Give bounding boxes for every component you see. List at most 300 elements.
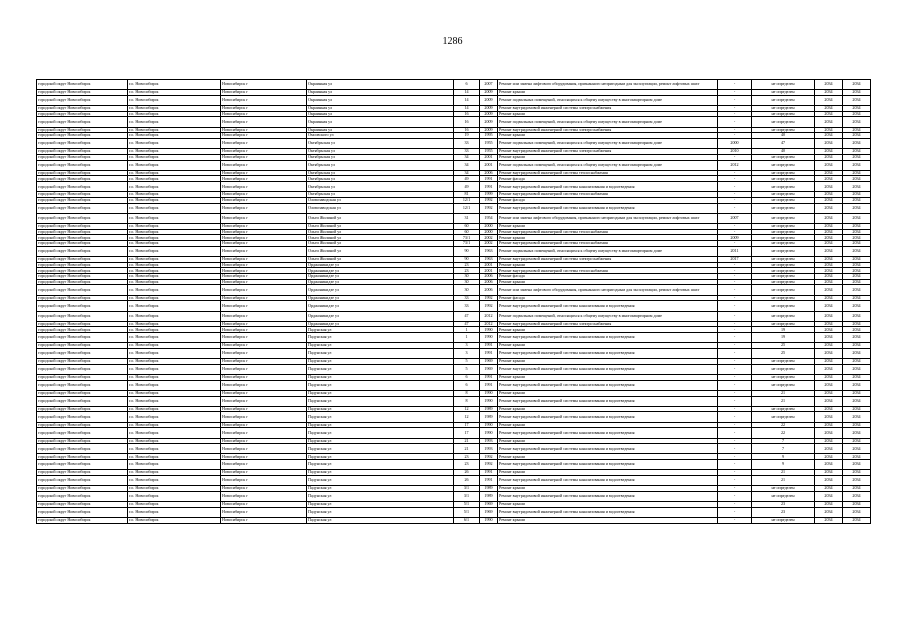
cell-city: Новосибирск г [221, 268, 307, 274]
cell-year: 1955 [480, 149, 498, 155]
cell-settlement-type: г.о. Новосибирск [128, 213, 221, 223]
cell-plan-period: не определен [752, 268, 815, 274]
cell-plan-period: 22 [752, 428, 815, 438]
cell-work-type: Ремонт внутридомовой инженерной системы теплоснабжения [498, 229, 718, 235]
cell-house: 16 [454, 111, 480, 117]
cell-city: Новосибирск г [221, 327, 307, 333]
cell-year: 1991 [480, 475, 498, 485]
cell-municipality: городской округ Новосибирск [37, 127, 128, 133]
cell-work-type: Ремонт внутридомовой инженерной системы электроснабжения [498, 321, 718, 327]
cell-municipality: городской округ Новосибирск [37, 241, 128, 247]
cell-period-from: 2034 [815, 444, 843, 454]
table-row [37, 507, 871, 517]
cell-settlement-type: г.о. Новосибирск [128, 95, 221, 105]
cell-house: 26 [454, 475, 480, 485]
cell-settlement-type: г.о. Новосибирск [128, 106, 221, 112]
cell-settlement-type: г.о. Новосибирск [128, 198, 221, 204]
cell-period-from: 2034 [815, 257, 843, 263]
cell-prev-year: - [718, 127, 752, 133]
cell-settlement-type: г.о. Новосибирск [128, 235, 221, 241]
cell-prev-year: 2012 [718, 160, 752, 170]
cell-settlement-type: г.о. Новосибирск [128, 176, 221, 182]
cell-period-from: 2034 [815, 95, 843, 105]
cell-work-type: Ремонт внутридомовой инженерной системы электроснабжения [498, 127, 718, 133]
cell-plan-period: не определен [752, 170, 815, 176]
cell-period-to: 2034 [843, 343, 871, 349]
cell-period-from: 2034 [815, 422, 843, 428]
cell-house: 5/1 [454, 507, 480, 517]
cell-settlement-type: г.о. Новосибирск [128, 375, 221, 381]
cell-settlement-type: г.о. Новосибирск [128, 406, 221, 412]
cell-period-from: 2034 [815, 241, 843, 247]
cell-prev-year: - [718, 295, 752, 301]
cell-period-to: 2034 [843, 176, 871, 182]
cell-settlement-type: г.о. Новосибирск [128, 257, 221, 263]
cell-house: 60 [454, 229, 480, 235]
cell-street: Октябрьская ул [307, 170, 454, 176]
cell-municipality: городской округ Новосибирск [37, 438, 128, 444]
cell-plan-period: не определен [752, 375, 815, 381]
cell-prev-year: 2007 [718, 213, 752, 223]
cell-house: 33 [454, 301, 480, 311]
table-row [37, 285, 871, 295]
cell-street: Орджоникидзе ул [307, 285, 454, 295]
cell-plan-period: не определен [752, 106, 815, 112]
cell-prev-year: - [718, 502, 752, 508]
cell-period-from: 2034 [815, 213, 843, 223]
cell-year: 2009 [480, 117, 498, 127]
cell-period-from: 2034 [815, 412, 843, 422]
cell-prev-year: 2000 [718, 139, 752, 149]
cell-house: 1 [454, 333, 480, 343]
cell-work-type: Ремонт внутридомовой инженерной системы канализования и водоотведения [498, 348, 718, 358]
cell-work-type: Ремонт крыши [498, 111, 718, 117]
cell-prev-year: - [718, 444, 752, 454]
cell-city: Новосибирск г [221, 295, 307, 301]
cell-municipality: городской округ Новосибирск [37, 343, 128, 349]
table-row [37, 428, 871, 438]
cell-plan-period: не определен [752, 213, 815, 223]
table-row [37, 333, 871, 343]
cell-year: 2001 [480, 268, 498, 274]
cell-city: Новосибирск г [221, 192, 307, 198]
cell-municipality: городской округ Новосибирск [37, 279, 128, 285]
cell-house: 14 [454, 106, 480, 112]
cell-house: 47 [454, 321, 480, 327]
cell-prev-year: - [718, 106, 752, 112]
cell-period-from: 2034 [815, 90, 843, 96]
cell-settlement-type: г.о. Новосибирск [128, 396, 221, 406]
cell-period-to: 2034 [843, 364, 871, 374]
cell-street: Орджоникидзе ул [307, 262, 454, 268]
cell-settlement-type: г.о. Новосибирск [128, 154, 221, 160]
cell-street: Падунская ул [307, 428, 454, 438]
cell-year: 2006 [480, 274, 498, 280]
cell-prev-year: - [718, 517, 752, 523]
cell-settlement-type: г.о. Новосибирск [128, 311, 221, 321]
cell-plan-period: не определен [752, 192, 815, 198]
cell-settlement-type: г.о. Новосибирск [128, 117, 221, 127]
cell-period-to: 2034 [843, 285, 871, 295]
cell-settlement-type: г.о. Новосибирск [128, 507, 221, 517]
cell-plan-period: не определен [752, 235, 815, 241]
cell-settlement-type: г.о. Новосибирск [128, 517, 221, 523]
cell-work-type: Ремонт или замена лифтового оборудования, признанного непригодным для эксплуатации, ремонт лифтовых шахт [498, 80, 718, 90]
cell-plan-period: не определен [752, 380, 815, 390]
cell-settlement-type: г.о. Новосибирск [128, 127, 221, 133]
cell-street: Окраинная ул [307, 117, 454, 127]
cell-prev-year: - [718, 396, 752, 406]
cell-city: Новосибирск г [221, 203, 307, 213]
cell-plan-period: не определен [752, 295, 815, 301]
cell-plan-period: не определен [752, 90, 815, 96]
cell-plan-period: не определен [752, 364, 815, 374]
cell-house: 90 [454, 246, 480, 256]
cell-city: Новосибирск г [221, 111, 307, 117]
cell-plan-period: не определен [752, 406, 815, 412]
cell-work-type: Ремонт крыши [498, 224, 718, 230]
cell-period-from: 2034 [815, 486, 843, 492]
cell-period-to: 2034 [843, 491, 871, 501]
cell-year: 1969 [480, 507, 498, 517]
cell-house: 3/1 [454, 491, 480, 501]
cell-year: 1991 [480, 343, 498, 349]
cell-settlement-type: г.о. Новосибирск [128, 438, 221, 444]
cell-period-to: 2034 [843, 268, 871, 274]
cell-period-from: 2034 [815, 428, 843, 438]
cell-period-from: 2034 [815, 198, 843, 204]
cell-period-to: 2034 [843, 438, 871, 444]
cell-house: 81 [454, 192, 480, 198]
cell-settlement-type: г.о. Новосибирск [128, 321, 221, 327]
cell-year: 1991 [480, 348, 498, 358]
cell-street: Октябрьская ул [307, 182, 454, 192]
cell-city: Новосибирск г [221, 348, 307, 358]
cell-plan-period: 19 [752, 333, 815, 343]
table-row [37, 460, 871, 470]
cell-prev-year: - [718, 348, 752, 358]
cell-prev-year: - [718, 343, 752, 349]
cell-period-to: 2034 [843, 412, 871, 422]
cell-street: Октябрьская ул [307, 192, 454, 198]
cell-city: Новосибирск г [221, 359, 307, 365]
cell-year: 1991 [480, 176, 498, 182]
cell-city: Новосибирск г [221, 274, 307, 280]
cell-work-type: Ремонт крыши [498, 133, 718, 139]
cell-settlement-type: г.о. Новосибирск [128, 460, 221, 470]
cell-plan-period: не определен [752, 198, 815, 204]
cell-settlement-type: г.о. Новосибирск [128, 192, 221, 198]
cell-municipality: городской округ Новосибирск [37, 507, 128, 517]
cell-year: 2006 [480, 285, 498, 295]
cell-year: 1990 [480, 517, 498, 523]
cell-work-type: Ремонт крыши [498, 154, 718, 160]
cell-period-to: 2034 [843, 192, 871, 198]
cell-period-to: 2034 [843, 262, 871, 268]
cell-street: Орджоникидзе ул [307, 301, 454, 311]
cell-prev-year: - [718, 154, 752, 160]
cell-period-from: 2034 [815, 279, 843, 285]
cell-settlement-type: г.о. Новосибирск [128, 380, 221, 390]
cell-street: Окраинная ул [307, 80, 454, 90]
cell-street: Орджоникидзе ул [307, 321, 454, 327]
table-row [37, 80, 871, 90]
cell-prev-year: - [718, 95, 752, 105]
cell-house: 6 [454, 375, 480, 381]
cell-city: Новосибирск г [221, 396, 307, 406]
cell-year: 1999 [480, 192, 498, 198]
cell-settlement-type: г.о. Новосибирск [128, 454, 221, 460]
cell-city: Новосибирск г [221, 390, 307, 396]
cell-street: Падунская ул [307, 348, 454, 358]
cell-house: 17 [454, 422, 480, 428]
cell-street: Ольги Жилиной ул [307, 246, 454, 256]
cell-plan-period: не определен [752, 491, 815, 501]
cell-street: Окраинная ул [307, 106, 454, 112]
cell-house: 3 [454, 348, 480, 358]
cell-period-from: 2034 [815, 507, 843, 517]
cell-settlement-type: г.о. Новосибирск [128, 327, 221, 333]
cell-street: Падунская ул [307, 359, 454, 365]
cell-plan-period: не определен [752, 262, 815, 268]
cell-year: 1963 [480, 246, 498, 256]
cell-municipality: городской округ Новосибирск [37, 160, 128, 170]
cell-street: Падунская ул [307, 444, 454, 454]
cell-work-type: Ремонт крыши [498, 262, 718, 268]
table-row [37, 412, 871, 422]
cell-prev-year: - [718, 90, 752, 96]
cell-year: 1991 [480, 380, 498, 390]
cell-year: 1992 [480, 454, 498, 460]
cell-municipality: городской округ Новосибирск [37, 502, 128, 508]
cell-work-type: Ремонт крыши [498, 90, 718, 96]
cell-prev-year: - [718, 364, 752, 374]
cell-city: Новосибирск г [221, 502, 307, 508]
cell-settlement-type: г.о. Новосибирск [128, 90, 221, 96]
cell-prev-year: - [718, 390, 752, 396]
cell-prev-year: - [718, 422, 752, 428]
cell-year: 1990 [480, 390, 498, 396]
cell-settlement-type: г.о. Новосибирск [128, 285, 221, 295]
cell-street: Оловозаводская ул [307, 198, 454, 204]
cell-period-from: 2034 [815, 364, 843, 374]
cell-period-to: 2034 [843, 95, 871, 105]
cell-plan-period: не определен [752, 160, 815, 170]
cell-period-to: 2034 [843, 507, 871, 517]
cell-period-to: 2034 [843, 470, 871, 476]
cell-house: 19 [454, 133, 480, 139]
cell-street: Падунская ул [307, 507, 454, 517]
cell-municipality: городской округ Новосибирск [37, 182, 128, 192]
cell-house: 73/1 [454, 235, 480, 241]
cell-work-type: Ремонт подвальных помещений, относящихся к общему имуществу в многоквартирном доме [498, 160, 718, 170]
cell-year: 1955 [480, 139, 498, 149]
cell-prev-year: - [718, 359, 752, 365]
cell-work-type: Ремонт фасада [498, 176, 718, 182]
cell-house: 6/1 [454, 517, 480, 523]
cell-plan-period: не определен [752, 127, 815, 133]
cell-work-type: Ремонт внутридомовой инженерной системы канализования и водоотведения [498, 428, 718, 438]
cell-street: Окраинная ул [307, 111, 454, 117]
cell-period-to: 2034 [843, 246, 871, 256]
cell-house: 60 [454, 224, 480, 230]
cell-prev-year: - [718, 507, 752, 517]
cell-period-to: 2034 [843, 229, 871, 235]
cell-period-from: 2034 [815, 139, 843, 149]
cell-street: Окраинная ул [307, 90, 454, 96]
table-row [37, 117, 871, 127]
cell-year: 1990 [480, 428, 498, 438]
cell-municipality: городской округ Новосибирск [37, 364, 128, 374]
cell-settlement-type: г.о. Новосибирск [128, 475, 221, 485]
cell-plan-period: не определен [752, 274, 815, 280]
cell-period-from: 2034 [815, 117, 843, 127]
cell-work-type: Ремонт внутридомовой инженерной системы теплоснабжения [498, 241, 718, 247]
cell-period-to: 2034 [843, 160, 871, 170]
cell-city: Новосибирск г [221, 229, 307, 235]
cell-work-type: Ремонт крыши [498, 359, 718, 365]
cell-municipality: городской округ Новосибирск [37, 106, 128, 112]
cell-settlement-type: г.о. Новосибирск [128, 149, 221, 155]
cell-house: 23 [454, 268, 480, 274]
cell-plan-period: не определен [752, 154, 815, 160]
cell-house: 6 [454, 380, 480, 390]
cell-city: Новосибирск г [221, 486, 307, 492]
cell-municipality: городской округ Новосибирск [37, 198, 128, 204]
cell-city: Новосибирск г [221, 90, 307, 96]
cell-period-from: 2034 [815, 333, 843, 343]
cell-prev-year: - [718, 380, 752, 390]
cell-work-type: Ремонт крыши [498, 327, 718, 333]
cell-municipality: городской округ Новосибирск [37, 274, 128, 280]
cell-work-type: Ремонт крыши [498, 235, 718, 241]
cell-settlement-type: г.о. Новосибирск [128, 182, 221, 192]
cell-prev-year: - [718, 279, 752, 285]
cell-period-from: 2034 [815, 203, 843, 213]
cell-settlement-type: г.о. Новосибирск [128, 139, 221, 149]
cell-prev-year: - [718, 486, 752, 492]
cell-settlement-type: г.о. Новосибирск [128, 274, 221, 280]
cell-work-type: Ремонт крыши [498, 422, 718, 428]
cell-period-from: 2034 [815, 235, 843, 241]
cell-year: 2009 [480, 90, 498, 96]
cell-period-to: 2034 [843, 390, 871, 396]
table-row [37, 380, 871, 390]
cell-city: Новосибирск г [221, 95, 307, 105]
cell-period-from: 2034 [815, 390, 843, 396]
cell-work-type: Ремонт крыши [498, 517, 718, 523]
cell-work-type: Ремонт крыши [498, 343, 718, 349]
cell-year: 1991 [480, 470, 498, 476]
cell-street: Падунская ул [307, 327, 454, 333]
cell-work-type: Ремонт или замена лифтового оборудования, признанного непригодным для эксплуатации, ремонт лифтовых шахт [498, 285, 718, 295]
cell-street: Окраинная ул [307, 95, 454, 105]
cell-municipality: городской округ Новосибирск [37, 117, 128, 127]
cell-plan-period: 23 [752, 507, 815, 517]
cell-work-type: Ремонт внутридомовой инженерной системы теплоснабжения [498, 268, 718, 274]
cell-house: 23 [454, 454, 480, 460]
cell-city: Новосибирск г [221, 213, 307, 223]
cell-period-to: 2034 [843, 170, 871, 176]
repair-schedule-table [36, 79, 871, 524]
cell-period-to: 2034 [843, 333, 871, 343]
cell-period-from: 2034 [815, 182, 843, 192]
cell-street: Падунская ул [307, 491, 454, 501]
cell-house: 30 [454, 279, 480, 285]
cell-plan-period: не определен [752, 257, 815, 263]
cell-settlement-type: г.о. Новосибирск [128, 491, 221, 501]
cell-work-type: Ремонт крыши [498, 390, 718, 396]
cell-house: 21 [454, 444, 480, 454]
cell-period-from: 2034 [815, 246, 843, 256]
cell-prev-year: - [718, 454, 752, 460]
cell-period-to: 2034 [843, 486, 871, 492]
cell-work-type: Ремонт внутридомовой инженерной системы канализования и водоотведения [498, 364, 718, 374]
cell-work-type: Ремонт внутридомовой инженерной системы канализования и водоотведения [498, 380, 718, 390]
cell-year: 2000 [480, 224, 498, 230]
cell-period-from: 2034 [815, 321, 843, 327]
cell-year: 1989 [480, 412, 498, 422]
cell-settlement-type: г.о. Новосибирск [128, 80, 221, 90]
cell-period-to: 2034 [843, 154, 871, 160]
cell-plan-period: 21 [752, 470, 815, 476]
cell-plan-period: не определен [752, 517, 815, 523]
cell-period-from: 2034 [815, 396, 843, 406]
cell-plan-period: не определен [752, 279, 815, 285]
cell-prev-year: - [718, 133, 752, 139]
cell-period-to: 2034 [843, 111, 871, 117]
cell-city: Новосибирск г [221, 176, 307, 182]
cell-municipality: городской округ Новосибирск [37, 412, 128, 422]
cell-work-type: Ремонт внутридомовой инженерной системы канализования и водоотведения [498, 203, 718, 213]
cell-plan-period: 47 [752, 139, 815, 149]
cell-period-from: 2034 [815, 170, 843, 176]
cell-city: Новосибирск г [221, 444, 307, 454]
cell-period-from: 2034 [815, 80, 843, 90]
cell-city: Новосибирск г [221, 160, 307, 170]
cell-year: 2001 [480, 154, 498, 160]
cell-city: Новосибирск г [221, 460, 307, 470]
cell-work-type: Ремонт внутридомовой инженерной системы канализования и водоотведения [498, 491, 718, 501]
table-row [37, 203, 871, 213]
cell-plan-period: не определен [752, 176, 815, 182]
cell-prev-year: - [718, 438, 752, 444]
cell-city: Новосибирск г [221, 412, 307, 422]
cell-house: 16 [454, 117, 480, 127]
cell-settlement-type: г.о. Новосибирск [128, 111, 221, 117]
cell-period-to: 2034 [843, 198, 871, 204]
cell-work-type: Ремонт подвальных помещений, относящихся к общему имуществу в многоквартирном доме [498, 246, 718, 256]
cell-period-to: 2034 [843, 359, 871, 365]
cell-city: Новосибирск г [221, 491, 307, 501]
cell-city: Новосибирск г [221, 198, 307, 204]
cell-prev-year: 2017 [718, 257, 752, 263]
cell-settlement-type: г.о. Новосибирск [128, 412, 221, 422]
cell-settlement-type: г.о. Новосибирск [128, 470, 221, 476]
cell-period-from: 2034 [815, 268, 843, 274]
cell-street: Падунская ул [307, 412, 454, 422]
cell-year: 2012 [480, 311, 498, 321]
cell-street: Орджоникидзе ул [307, 295, 454, 301]
cell-municipality: городской округ Новосибирск [37, 133, 128, 139]
cell-period-from: 2034 [815, 154, 843, 160]
cell-house: 33 [454, 295, 480, 301]
cell-settlement-type: г.о. Новосибирск [128, 170, 221, 176]
cell-city: Новосибирск г [221, 517, 307, 523]
cell-prev-year: - [718, 262, 752, 268]
cell-plan-period: не определен [752, 229, 815, 235]
cell-work-type: Ремонт внутридомовой инженерной системы канализования и водоотведения [498, 412, 718, 422]
